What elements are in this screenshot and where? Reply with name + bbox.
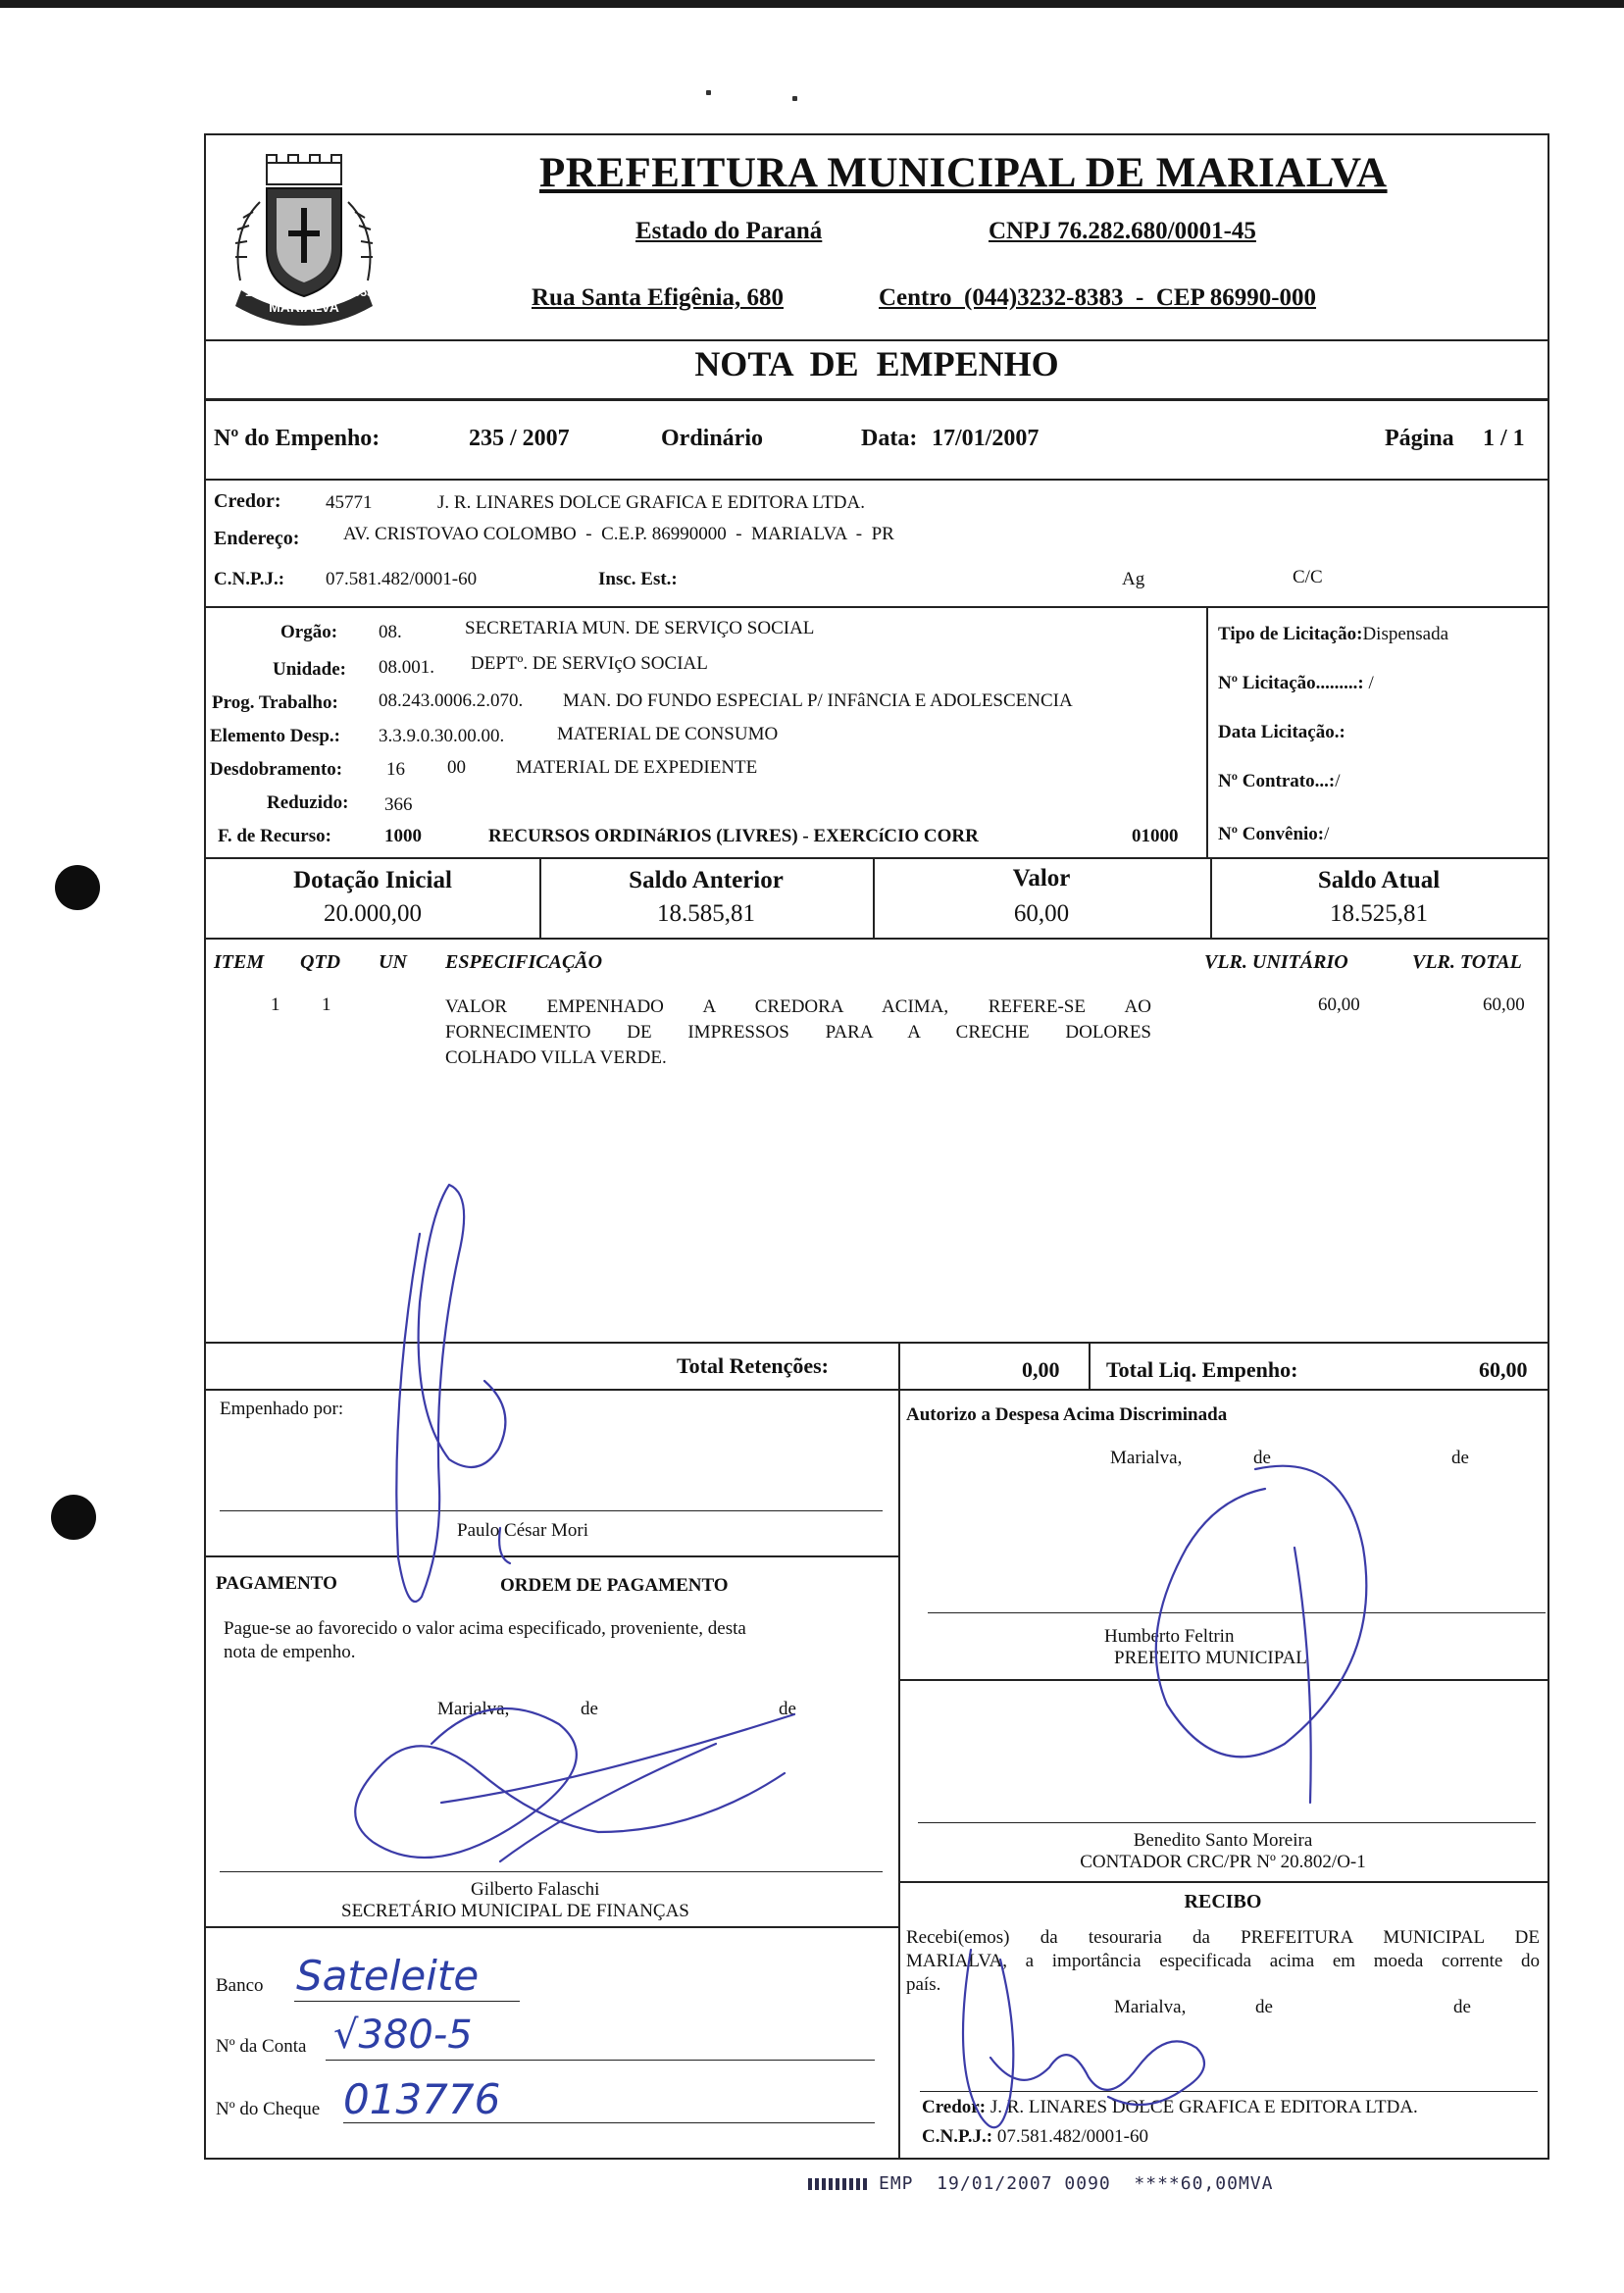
field-line	[343, 2122, 875, 2123]
insc-est-label: Insc. Est.:	[598, 569, 678, 589]
recibo-city: Marialva,	[1114, 1997, 1187, 2017]
municipality-contact: Centro (044)3232-8383 - CEP 86990-000	[879, 284, 1317, 311]
recibo-cnpj-label: C.N.P.J.:	[922, 2126, 993, 2147]
municipality-title: PREFEITURA MUNICIPAL DE MARIALVA	[539, 150, 1388, 196]
svg-text:1951: 1951	[245, 285, 272, 299]
empenho-type: Ordinário	[661, 426, 764, 451]
spec-line: VALOR EMPENHADO A CREDORA ACIMA, REFERE-SE AO	[445, 996, 1151, 1017]
account-label: C/C	[1293, 567, 1323, 587]
rule	[898, 1881, 1548, 1883]
spec-line: FORNECIMENTO DE IMPRESSOS PARA A CRECHE DOLORES	[445, 1022, 1151, 1043]
dotacao-inicial-label: Dotação Inicial	[293, 867, 452, 893]
recibo-line: MARIALVA, a importância especificada acima em moeda corrente do	[906, 1951, 1540, 1971]
document-title: NOTA DE EMPENHO	[694, 344, 1059, 383]
credor-name: J. R. LINARES DOLCE GRAFICA E EDITORA LTDA.	[437, 492, 865, 513]
fonte-recurso-code2: 01000	[1132, 826, 1179, 846]
empenhado-por-name: Paulo César Mori	[457, 1520, 589, 1541]
secretario-name: Gilberto Falaschi	[471, 1879, 600, 1900]
autorizo-de: de	[1253, 1448, 1271, 1468]
cheque-value: 013776	[343, 2075, 501, 2123]
rule	[206, 339, 1548, 341]
recibo-cnpj-value: 07.581.482/0001-60	[996, 2126, 1148, 2147]
address-label: Endereço:	[214, 528, 300, 549]
rule	[206, 479, 1548, 481]
saldo-atual-label: Saldo Atual	[1317, 867, 1441, 893]
rule	[206, 1926, 898, 1928]
elemento-code: 3.3.9.0.30.00.00.	[379, 726, 505, 746]
col-header-especificacao: ESPECIFICAÇÃO	[445, 951, 603, 973]
item-specification	[445, 994, 1151, 1071]
empenho-date: 17/01/2007	[932, 426, 1040, 451]
reduzido-value: 366	[384, 794, 413, 815]
recibo-line: país.	[906, 1974, 941, 1995]
spec-line: COLHADO VILLA VERDE.	[445, 1047, 667, 1068]
credor-code: 45771	[326, 492, 373, 513]
elemento-label: Elemento Desp.:	[210, 726, 340, 746]
orgao-desc: SECRETARIA MUN. DE SERVIÇO SOCIAL	[465, 618, 815, 638]
numero-contrato	[1218, 771, 1340, 792]
item-number: 1	[271, 994, 280, 1015]
scan-top-edge	[0, 0, 1624, 8]
punch-hole-bottom	[51, 1495, 96, 1540]
fonte-recurso-code: 1000	[384, 826, 422, 846]
empenho-date-label: Data:	[861, 426, 918, 451]
field-line	[326, 2060, 875, 2061]
conta-label: Nº da Conta	[216, 2036, 307, 2057]
prog-trabalho-desc: MAN. DO FUNDO ESPECIAL P/ INFâNCIA E ADOLESCENCIA	[563, 690, 1073, 711]
total-liquido-value: 60,00	[1479, 1357, 1528, 1382]
recibo-title: RECIBO	[1184, 1891, 1262, 1912]
pagamento-label: PAGAMENTO	[216, 1573, 337, 1594]
municipality-cnpj: CNPJ 76.282.680/0001-45	[989, 218, 1256, 244]
convenio-value: /	[1324, 824, 1330, 844]
stamp-text: EMP 19/01/2007 0090 ****60,00MVA	[879, 2173, 1274, 2194]
contador-name: Benedito Santo Moreira	[1133, 1830, 1313, 1851]
data-licitacao-label: Data Licitação.:	[1218, 722, 1345, 742]
saldo-anterior-value: 18.585,81	[657, 900, 755, 927]
banco-label: Banco	[216, 1975, 264, 1996]
saldo-atual-value: 18.525,81	[1330, 900, 1428, 927]
orgao-code: 08.	[379, 622, 402, 642]
rule	[206, 938, 1548, 940]
rule	[206, 1342, 1548, 1344]
signature-line	[220, 1510, 883, 1511]
svg-text:1953: 1953	[347, 285, 374, 299]
state-label: Estado do Paraná	[635, 218, 823, 244]
recibo-text	[906, 1926, 1540, 1997]
autorizo-de: de	[1451, 1448, 1469, 1468]
empenhado-por-label: Empenhado por:	[220, 1399, 344, 1419]
prefeito-title: PREFEITO MUNICIPAL	[1114, 1648, 1307, 1668]
unidade-code: 08.001.	[379, 657, 434, 678]
recibo-line: Recebi(emos) da tesouraria da PREFEITURA MUNICIPAL DE	[906, 1927, 1540, 1948]
municipal-crest-icon	[206, 143, 402, 339]
recibo-cnpj	[922, 2126, 1148, 2148]
desdobramento-desc: MATERIAL DE EXPEDIENTE	[516, 757, 758, 778]
pagamento-text: Pague-se ao favorecido o valor acima especificado, proveniente, desta	[224, 1618, 746, 1639]
numero-licitacao-value: /	[1368, 673, 1374, 693]
col-header-vlr-total: VLR. TOTAL	[1412, 951, 1522, 973]
autorizo-city: Marialva,	[1110, 1448, 1183, 1468]
divider	[898, 1389, 900, 2158]
elemento-desc: MATERIAL DE CONSUMO	[557, 724, 779, 744]
prefeito-name: Humberto Feltrin	[1104, 1626, 1235, 1647]
punch-hole-top	[55, 865, 100, 910]
barcode-icon	[808, 2178, 867, 2190]
total-liquido-label: Total Liq. Empenho:	[1106, 1357, 1298, 1382]
col-header-un: UN	[379, 951, 407, 973]
scan-speck	[706, 90, 711, 95]
signature-gilberto-falaschi	[355, 1708, 794, 1861]
signature-line	[918, 1822, 1536, 1823]
divider	[1206, 606, 1208, 857]
autorizo-label: Autorizo a Despesa Acima Discriminada	[906, 1404, 1228, 1425]
orgao-label: Orgão:	[280, 622, 338, 642]
item-total: 60,00	[1483, 994, 1525, 1015]
credor-label: Credor:	[214, 490, 281, 512]
banco-value: Sateleite	[296, 1952, 480, 2000]
ordem-pagamento-label: ORDEM DE PAGAMENTO	[500, 1575, 729, 1596]
page-number: 1 / 1	[1483, 426, 1525, 451]
rule	[206, 857, 1548, 859]
convenio-label: Nº Convênio:	[1218, 824, 1325, 844]
signature-line	[928, 1612, 1546, 1613]
svg-text:MARIALVA: MARIALVA	[269, 299, 339, 315]
divider	[898, 1342, 900, 1389]
col-header-qtd: QTD	[300, 951, 341, 973]
unidade-label: Unidade:	[273, 659, 346, 680]
col-header-item: ITEM	[214, 951, 265, 973]
secretario-title: SECRETÁRIO MUNICIPAL DE FINANÇAS	[341, 1901, 689, 1921]
desdobramento-code: 16	[386, 759, 405, 780]
fonte-recurso-label: F. de Recurso:	[218, 826, 331, 846]
dotacao-inicial-value: 20.000,00	[324, 900, 422, 927]
unidade-desc: DEPTº. DE SERVIçO SOCIAL	[471, 653, 708, 674]
empenho-number: 235 / 2007	[469, 426, 570, 451]
prog-trabalho-label: Prog. Trabalho:	[212, 692, 338, 713]
total-retencoes-label: Total Retenções:	[677, 1353, 829, 1378]
total-retencoes-value: 0,00	[1022, 1357, 1060, 1382]
rule	[206, 606, 1548, 608]
cnpj-label: C.N.P.J.:	[214, 569, 285, 589]
page-label: Página	[1385, 426, 1454, 451]
item-quantity: 1	[322, 994, 331, 1015]
desdobramento-subcode: 00	[447, 757, 466, 778]
reduzido-label: Reduzido:	[267, 792, 349, 813]
cheque-label: Nº do Cheque	[216, 2099, 321, 2119]
pagamento-de: de	[779, 1699, 796, 1719]
col-header-vlr-unitario: VLR. UNITÁRIO	[1204, 951, 1348, 973]
agency-label: Ag	[1122, 569, 1145, 589]
item-unit-price: 60,00	[1318, 994, 1360, 1015]
signature-line	[220, 1871, 883, 1872]
signature-line	[920, 2091, 1538, 2092]
pagamento-de: de	[581, 1699, 598, 1719]
saldo-anterior-label: Saldo Anterior	[629, 867, 784, 893]
field-line	[294, 2001, 520, 2002]
recibo-credor-label: Credor:	[922, 2097, 987, 2117]
tipo-licitacao	[1218, 624, 1448, 645]
rule	[206, 398, 1548, 401]
credor-cnpj: 07.581.482/0001-60	[326, 569, 478, 589]
recibo-credor-name: J. R. LINARES DOLCE GRAFICA E EDITORA LTDA.	[990, 2097, 1418, 2117]
recibo-de: de	[1453, 1997, 1471, 2017]
rule	[206, 1389, 1548, 1391]
recibo-credor	[922, 2097, 1418, 2118]
municipality-address: Rua Santa Efigênia, 680	[532, 284, 784, 311]
numero-licitacao-label: Nº Licitação.........:	[1218, 673, 1364, 693]
pagamento-text: nota de empenho.	[224, 1642, 356, 1662]
prog-trabalho-code: 08.243.0006.2.070.	[379, 690, 524, 711]
valor-label: Valor	[1012, 865, 1071, 892]
numero-convenio	[1218, 824, 1329, 845]
conta-value: √380-5	[333, 2013, 473, 2058]
contrato-value: /	[1335, 771, 1341, 791]
rule	[206, 1555, 898, 1557]
tipo-licitacao-label: Tipo de Licitação:	[1218, 624, 1363, 644]
divider	[1089, 1342, 1091, 1389]
processing-stamp	[808, 2173, 1273, 2194]
credor-address: AV. CRISTOVAO COLOMBO - C.E.P. 86990000 - MARIALVA - PR	[343, 524, 894, 544]
fonte-recurso-desc: RECURSOS ORDINáRIOS (LIVRES) - EXERCíCIO CORR	[488, 826, 979, 846]
recibo-de: de	[1255, 1997, 1273, 2017]
tipo-licitacao-value: Dispensada	[1362, 624, 1449, 644]
contador-title: CONTADOR CRC/PR Nº 20.802/O-1	[1080, 1852, 1366, 1872]
numero-licitacao	[1218, 673, 1374, 694]
desdobramento-label: Desdobramento:	[210, 759, 343, 780]
nota-de-empenho-form	[204, 133, 1549, 2160]
empenho-number-label: Nº do Empenho:	[214, 426, 381, 451]
valor-value: 60,00	[1013, 900, 1070, 927]
contrato-label: Nº Contrato...:	[1218, 771, 1336, 791]
pagamento-city: Marialva,	[437, 1699, 510, 1719]
rule	[898, 1679, 1548, 1681]
scan-speck	[792, 96, 797, 101]
